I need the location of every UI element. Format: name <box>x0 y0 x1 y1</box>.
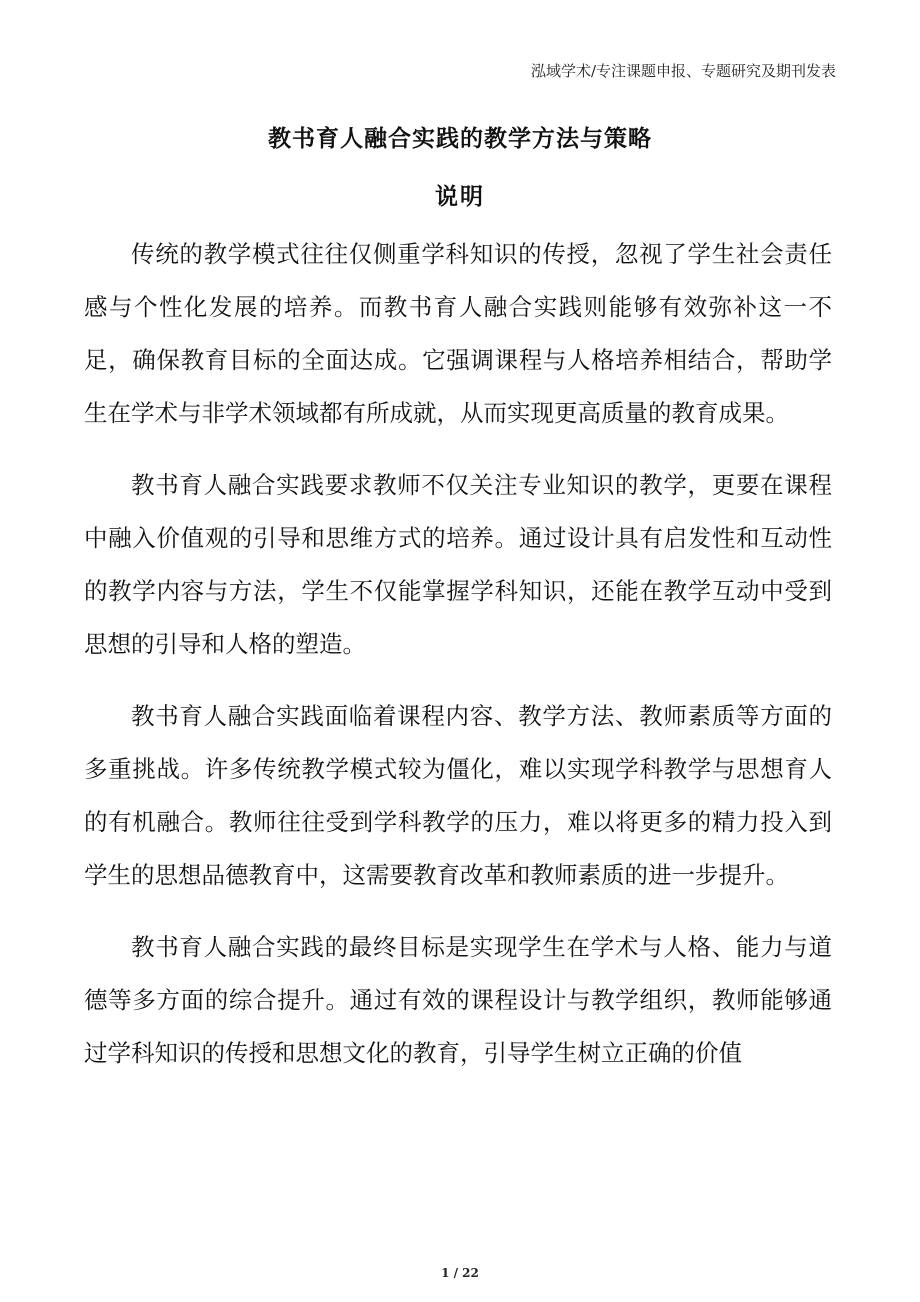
header-divider <box>84 86 836 87</box>
section-title: 说明 <box>435 183 485 210</box>
paragraph: 传统的教学模式往往仅侧重学科知识的传授，忽视了学生社会责任感与个性化发展的培养。而教书育人融合实践则能够有效弥补这一不足，确保教育目标的全面达成。它强调课程与人格培养相结合，帮助学生在学术与非学术领域都有所成就，从而实现更高质量的教育成果。 <box>84 240 832 427</box>
page-number: 1 / 22 <box>441 1266 479 1280</box>
paragraph: 教书育人融合实践面临着课程内容、教学方法、教师素质等方面的多重挑战。许多传统教学模式较为僵化，难以实现学科教学与思想育人的有机融合。教师往往受到学科教学的压力，难以将更多的精力投入到学生的思想品德教育中，这需要教育改革和教师素质的进一步提升。 <box>84 702 832 889</box>
body-text <box>84 228 832 1099</box>
document-title: 教书育人融合实践的教学方法与策略 <box>268 125 652 152</box>
paragraph: 教书育人融合实践的最终目标是实现学生在学术与人格、能力与道德等多方面的综合提升。通过有效的课程设计与教学组织，教师能够通过学科知识的传授和思想文化的教育，引导学生树立正确的价值 <box>84 933 832 1067</box>
page-header: 泓域学术/专注课题申报、专题研究及期刊发表 <box>530 62 836 80</box>
paragraph: 教书育人融合实践要求教师不仅关注专业知识的教学，更要在课程中融入价值观的引导和思维方式的培养。通过设计具有启发性和互动性的教学内容与方法，学生不仅能掌握学科知识，还能在教学互动中受到思想的引导和人格的塑造。 <box>84 471 832 658</box>
